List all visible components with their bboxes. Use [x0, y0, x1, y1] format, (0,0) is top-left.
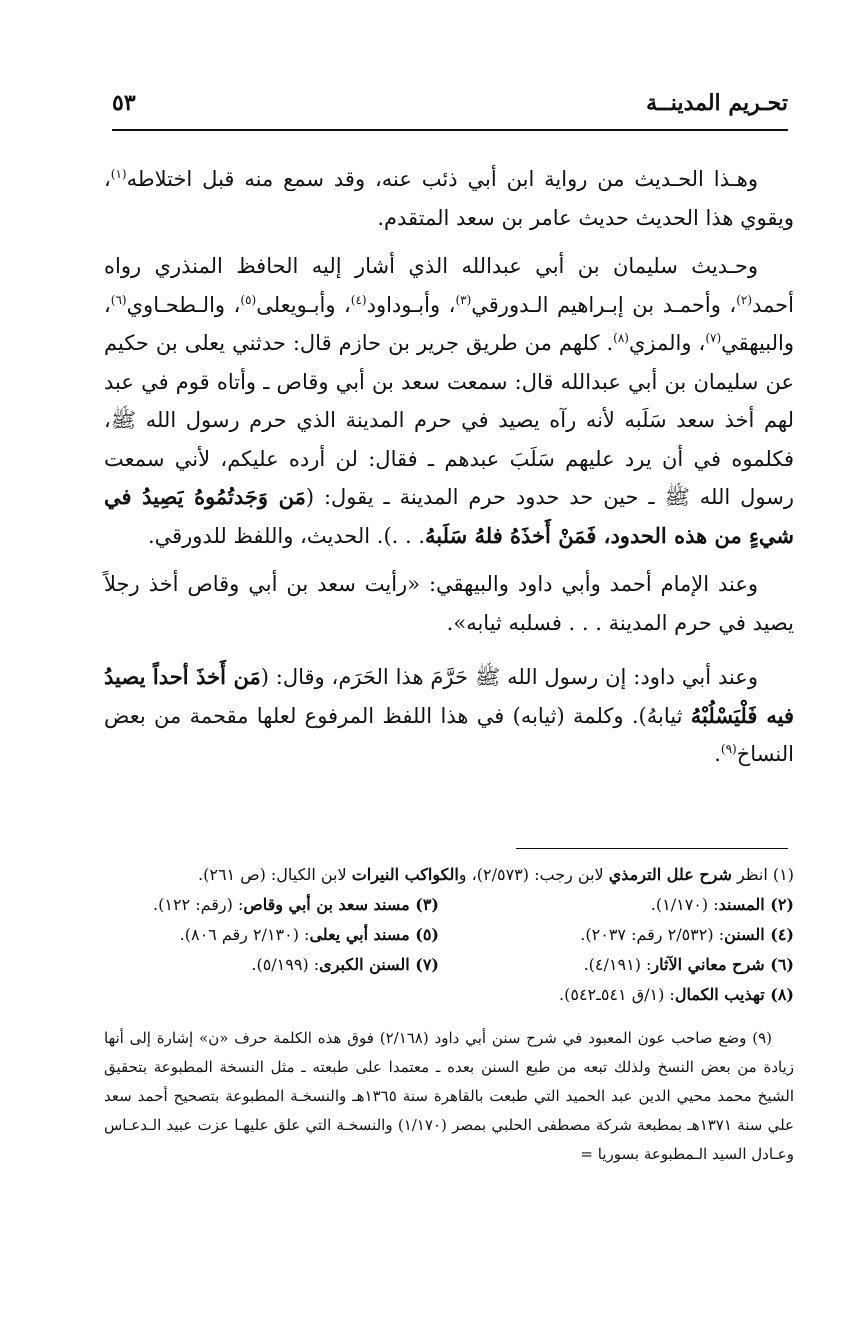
footnote-ref: (٩)	[720, 742, 737, 756]
footnote-text: لابن رجب: (٢/٥٧٣)، و	[458, 865, 609, 884]
footnote-ref: (٧)	[705, 331, 722, 345]
footnote-ref: (٨)	[613, 331, 629, 345]
footnote-text: (١) انظر	[731, 865, 794, 884]
paragraph-2	[104, 247, 794, 555]
main-text	[104, 160, 794, 784]
paragraph-text: وهـذا الحـديث من رواية ابن أبي ذئب عنه، وقد سمع منه قبل اختلاطه	[126, 167, 758, 191]
footnote-text: : (١/ق ٥٤١ـ٥٤٢).	[559, 985, 675, 1004]
book-title: (٥) مسند أبي يعلى	[309, 925, 439, 944]
paragraph-text: ، والبيهقي	[104, 292, 794, 355]
paragraph-text: ، وأحمـد بن إبـراهيم الـدورقي	[471, 292, 737, 317]
page-header	[112, 86, 788, 130]
footnote-separator	[516, 848, 788, 849]
footnote-9: (٩) وضع صاحب عون المعبود في شرح سنن أبي داود (٢/١٦٨) فوق هذه الكلمة حرف «ن» إشارة إلى أنها زيادة من بعض النسخ ولذلك تبعه من طبع السنن بعده ـ معتمدا على طبعته ـ مثل النسخة المطبوعة بتحقيق الشيخ محمد محيي الدين عبد الحميد التي طبعت بالقاهرة سنة ١٣٦٥هـ والنسخـة المطبوعة بتصحيح أحمد سعد علي سنة ١٣٧١هـ بمطبعة شركة مصطفى الحلبي بمصر (١/١٧٠) والنسخـة التي علق عليهـا عزت عبيد الـدعـاس وعـادل السيد الـمطبوعة بسوريا =	[104, 1029, 795, 1163]
footnote-4	[459, 920, 794, 950]
footnote-text: : (٤/١٩١).	[583, 955, 652, 974]
footnote-ref: (٢)	[736, 292, 753, 307]
paragraph-1	[104, 160, 794, 237]
footnote-2	[459, 890, 794, 920]
footnote-8	[459, 980, 794, 1010]
hadith-quote: مَن وَجَدتُمُوهُ يَصِيدُ في شيءٍ من هذه الحدود، فَمَنْ أَخذَهُ فلهُ سَلَبهُ	[104, 484, 794, 548]
book-title: الكواكب النيرات	[351, 865, 459, 884]
header-rule	[112, 129, 788, 131]
paragraph-4	[104, 658, 794, 774]
footnote-7	[104, 950, 439, 980]
book-title: شرح علل الترمذي	[608, 865, 732, 884]
footnote-ref: (٦)	[110, 292, 127, 307]
paragraph-text: ، ويقوي هذا الحديث حديث عامر بن سعد المتقدم.	[104, 167, 794, 230]
footnote-text: : (٥/١٩٩).	[251, 955, 320, 974]
page-number: ٥٣	[112, 90, 136, 116]
paragraph-text: ، والمزي	[628, 331, 706, 355]
book-title: (٨) تهذيب الكمال	[674, 985, 794, 1004]
book-title: (٧) السنن الكبرى	[319, 955, 439, 974]
footnote-ref: (٣)	[455, 292, 472, 307]
footnote-5	[104, 920, 439, 950]
paragraph-text: ، والـطحـاوي	[126, 292, 241, 317]
paragraph-text: وحـديث سليمان بن أبي عبدالله الذي أشار إليه الحافظ المنذري رواه أحمد	[104, 254, 794, 317]
paragraph-text: . . .). الحديث، واللفظ للدورقي.	[147, 523, 426, 548]
footnote-text: : (١/١٧٠).	[650, 895, 719, 914]
footnote-3	[104, 890, 439, 920]
book-title: (٤) السنن	[724, 925, 794, 944]
paragraph-text: .	[714, 742, 721, 766]
footnote-text: : (٢/٥٣٢ رقم: ٢٠٣٧).	[580, 925, 725, 944]
paragraph-text: ، وأبـوداود	[366, 292, 456, 317]
hadith-quote: مَن أَخذَ أحداً يصيدُ فيه فَلْيَسْلُبْهُ	[104, 664, 794, 728]
footnote-ref: (١)	[110, 167, 127, 181]
paragraph-text: . كلهم من طريق جرير بن حازم قال: حدثني يعلى بن حكيم عن سليمان بن أبي عبدالله قال: سمعت سعد بن أبي وقاص ـ وأتاه قوم في عبد لهم أخذ سعد سَلَبه لأنه رآه يصيد في حرم المدينة الذي حرم رسول الله ﷺ، فكلموه في أن يرد عليهم سَلَبَ عبدهم ـ فقال: لن أرده عليكم، لأني سمعت رسول الله ﷺ ـ حين حد حدود حرم المدينة ـ يقول: (	[104, 331, 794, 509]
footnote-text: : (٢/١٣٠ رقم ٨٠٦).	[179, 925, 310, 944]
book-title: (٣) مسند سعد بن أبي وقاص	[243, 895, 439, 914]
footnotes	[104, 860, 794, 1184]
paragraph-text: وعند أبي داود: إن رسول الله ﷺ حَرَّمَ هذا الحَرَم، وقال: (	[260, 665, 758, 689]
footnote-grid	[104, 890, 794, 1010]
footnote-ref: (٤)	[350, 292, 367, 307]
footnote-ref: (٥)	[240, 292, 257, 307]
footnote-text: : (رقم: ١٢٢).	[153, 895, 244, 914]
footnote-1	[104, 860, 794, 890]
paragraph-3: وعند الإمام أحمد وأبي داود والبيهقي: «رأيت سعد بن أبي وقاص أخذ رجلاً يصيد في حرم المدينة . . . فسلبه ثيابه».	[104, 572, 794, 635]
paragraph-text: ، وأبـويعلى	[256, 292, 351, 317]
footnote-6	[459, 950, 794, 980]
paragraph-text: ثيابهُ). وكلمة (ثيابه) في هذا اللفظ المرفوع لعلها مقحمة من بعض النساخ	[104, 703, 794, 766]
book-title: (٦) شرح معاني الآثار	[651, 955, 794, 974]
book-title: (٢) المسند	[718, 895, 794, 914]
running-title: تحـريم المدينــة	[646, 90, 788, 116]
footnote-text: لابن الكيال: (ص ٢٦١).	[198, 865, 352, 884]
